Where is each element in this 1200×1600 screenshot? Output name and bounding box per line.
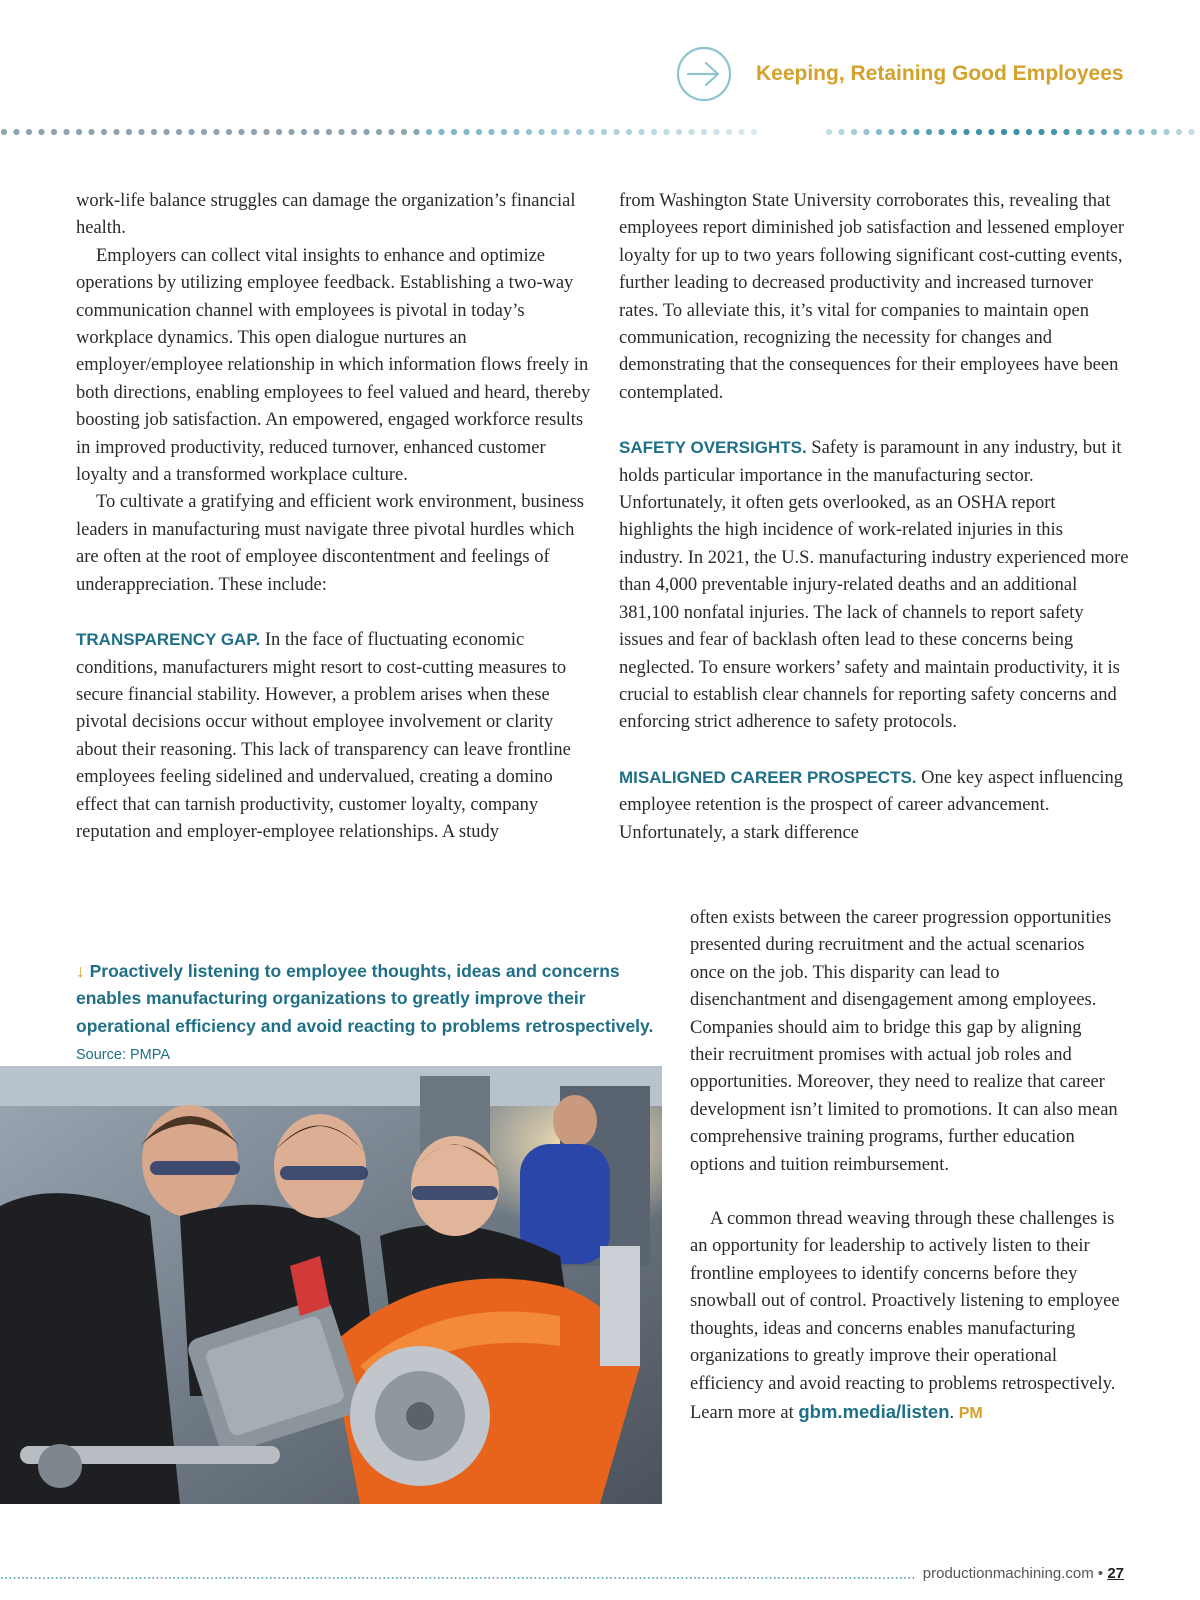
- footer-site: productionmachining.com: [922, 1565, 1094, 1582]
- paragraph: Employers can collect vital insights to enhance and optimize operations by utilizing employee feedback. Establishing a two-way communication channel with employees is pivotal in today’s workplace dynamics. This open dialogue nurtures an employer/employee relationship in which information flows freely in both directions, enabling employees to feel valued and heard, thereby boosting job satisfaction. An empowered, engaged workforce results in improved productivity, reduced turnover, enhanced customer loyalty and a transformed workplace culture.: [76, 245, 591, 486]
- paragraph: To cultivate a gratifying and efficient work environment, business leaders in manufacturing must navigate three pivotal hurdles which are often at the root of employee discontentment and feelings of underappreciation. These include:: [76, 492, 584, 595]
- section-title: Keeping, Retaining Good Employees: [756, 62, 1124, 85]
- body-text: One key aspect influencing employee retention is the prospect of career advancement. Unfortunately, a stark difference: [619, 767, 1124, 843]
- right-column-lower: [690, 905, 1120, 1427]
- body-text: Safety is paramount in any industry, but it holds particular importance in the manufacturing sector. Unfortunately, it often gets overlooked, as an OSHA report highlights the high incidence of work-related injuries in this industry. In 2021, the U.S. manufacturing industry experienced more than 4,000 preventable injury-related deaths and an additional 381,100 nonfatal injuries. The lack of channels to report safety issues and fear of backlash often lead to these concerns being neglected. To ensure workers’ safety and maintain productivity, it is crucial to establish clear channels for reporting safety concerns and enforcing strict adherence to safety protocols.: [619, 438, 1129, 733]
- caption-source: Source: PMPA: [76, 1047, 171, 1064]
- paragraph: work-life balance struggles can damage the organization’s financial health.: [76, 191, 576, 239]
- caption-text: Proactively listening to employee thoughts, ideas and concerns enables manufacturing organizations to greatly improve their operational efficiency and avoid reacting to problems retrospectively.: [76, 961, 654, 1036]
- arrow-right-circle-icon: [676, 46, 732, 102]
- listen-link[interactable]: gbm.media/listen: [798, 1400, 950, 1422]
- body-text: In the face of fluctuating economic conditions, manufacturers might resort to cost-cutting measures to secure financial stability. However, a problem arises when these pivotal decisions occur without employee involvement or clarity about their reasoning. This lack of transparency can leave frontline employees feeling sidelined and undervalued, creating a domino effect that can tarnish productivity, customer loyalty, company reputation and employer-employee relationships. A study: [76, 630, 571, 842]
- page-footer: [917, 1565, 1124, 1582]
- paragraph-misaligned-career: [619, 764, 1129, 847]
- closing-paragraph: [690, 1206, 1120, 1427]
- paragraph: often exists between the career progression opportunities presented during recruitment and the actual scenarios once on the job. This disparity can lead to disenchantment and disengagement among employees. Companies should aim to bridge this gap by aligning their recruitment promises with actual job roles and opportunities. Moreover, they need to realize that career development isn’t limited to promotions. It can also mean comprehensive training programs, further education options and tuition reimbursement.: [690, 908, 1118, 1175]
- paragraph-transparency-gap: [76, 626, 596, 846]
- photo-caption: [76, 958, 666, 1070]
- section-heading-safety-oversights: SAFETY OVERSIGHTS.: [619, 438, 807, 458]
- right-column-upper: [619, 188, 1129, 847]
- page-number: 27: [1107, 1565, 1124, 1582]
- paragraph-safety-oversights: [619, 434, 1129, 736]
- workshop-photo-icon: [0, 1066, 662, 1504]
- workshop-photo: [0, 1066, 662, 1504]
- body-text: A common thread weaving through these challenges is an opportunity for leadership to actively listen to their frontline employees to identify concerns before they snowball out of control. Proactively listening to employee thoughts, ideas and concerns enables manufacturing organizations to greatly improve their operational efficiency and avoid reacting to problems retrospectively. Learn more at: [690, 1209, 1120, 1423]
- period: .: [949, 1402, 955, 1423]
- section-header: [676, 46, 1136, 106]
- footer-separator: •: [1097, 1565, 1104, 1582]
- paragraph: from Washington State University corroborates this, revealing that employees report diminished job satisfaction and lessened employer loyalty for up to two years following significant cost-cutting events, further leading to decreased productivity and increased turnover rates. To alleviate this, it’s vital for companies to maintain open communication, recognizing the necessity for changes and demonstrating that the consequences for their employees have been contemplated.: [619, 191, 1125, 403]
- left-column: [76, 188, 596, 846]
- section-heading-misaligned-career-prospects: MISALIGNED CAREER PROSPECTS.: [619, 767, 917, 787]
- top-dotted-divider: [0, 124, 1200, 140]
- arrow-down-icon: ↓: [76, 961, 85, 981]
- pm-signoff: PM: [958, 1404, 983, 1422]
- section-heading-transparency-gap: TRANSPARENCY GAP.: [76, 630, 261, 650]
